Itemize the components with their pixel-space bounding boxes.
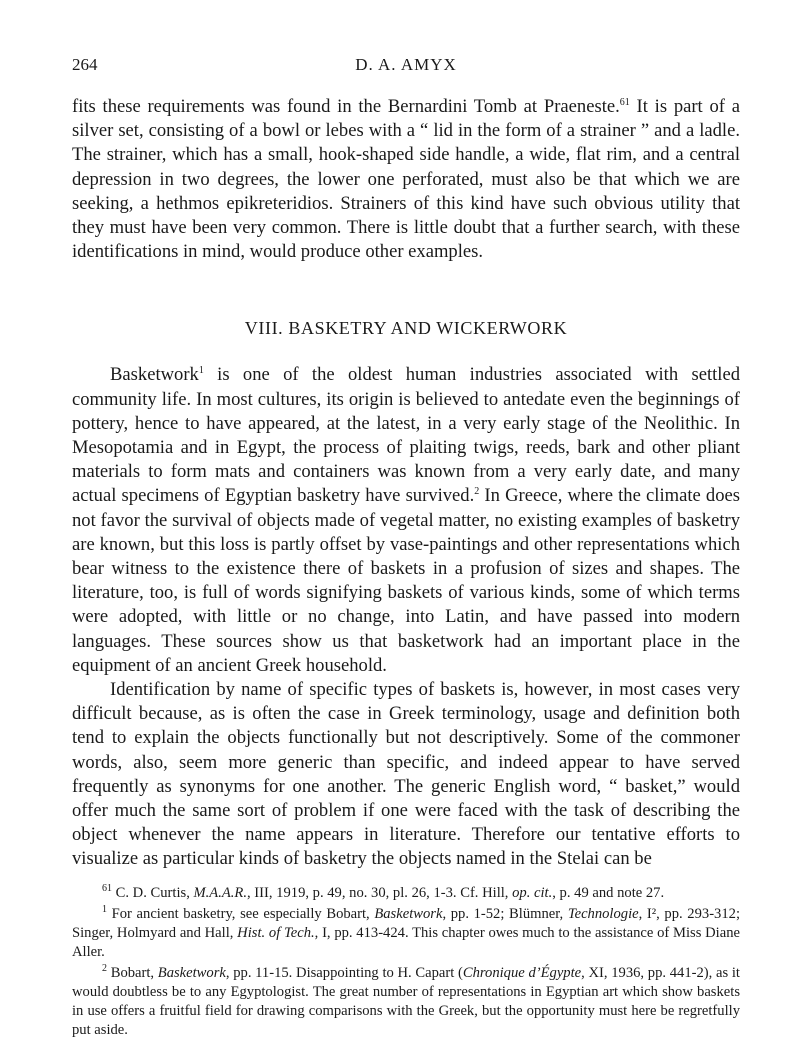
footnote-italic-text: Basketwork — [374, 905, 443, 922]
footnote — [72, 884, 740, 903]
paragraph-text: It is part of a silver set, consisting of a bowl or lebes with a “ lid in the form of a strainer ” and a ladle. The strainer, which has a small, hook-shaped side handle, a wide, flat rim, and a central depression in two degrees, the lower one perforated, must also be that which we are seeking, a hethmos epikreteridios. Strainers of this kind have such obvious utility that they must have been very common. There is little doubt that a further search, with these identifications in mind, would produce other examples. — [72, 96, 740, 263]
footnote-text: , I², pp. 293-312; Singer, Holmyard and Hall, — [72, 905, 740, 941]
footnote-marker: 2 — [102, 962, 107, 974]
footnote-marker: 61 — [102, 882, 112, 894]
footnotes — [72, 884, 740, 1040]
footnote-reference: 1 — [198, 365, 204, 377]
footnote-marker: 1 — [102, 903, 107, 915]
page-number: 264 — [72, 55, 98, 74]
footnote-italic-text: op. cit. — [512, 884, 553, 901]
paragraph-text: In Greece, where the climate does not favor the survival of objects made of vegetal matter, no existing examples of basketry are known, but this loss is partly offset by vase-paintings and other representations which bear witness to the existence there of baskets in a profusion of sizes and shapes. The literature, too, is full of words signifying baskets of various kinds, some of which terms were adopted, with little or no change, into Latin, and have passed into modern languages. These sources show us that basketwork had an important place in the equipment of an ancient Greek household. — [72, 485, 740, 676]
document-page — [72, 55, 740, 1040]
footnote-reference: 2 — [474, 486, 480, 498]
footnote-italic-text: Technologie — [567, 905, 639, 922]
footnote-italic-text: Hist. of Tech. — [237, 924, 315, 941]
footnote-text: Bobart, — [107, 964, 158, 981]
paragraph-text: is one of the oldest human industries associated with settled community life. In most cultures, its origin is believed to antedate even the beginnings of pottery, hence to have appeared, at the latest, in a very early stage of the Neolithic. In Mesopotamia and in Egypt, the process of plaiting twigs, reeds, bark and other pliant materials to form mats and containers was known from a very early date, and many actual specimens of Egyptian basketry have survived. — [72, 364, 740, 507]
continuation-paragraph — [72, 95, 740, 264]
footnote-italic-text: Basketwork — [157, 964, 226, 981]
footnote-text: , I, pp. 413-424. This chapter owes much to the assistance of Miss Diane Aller. — [72, 924, 740, 960]
footnote-text: C. D. Curtis, — [112, 884, 194, 901]
footnote-text: , XI, 1936, pp. 441-2), as it would doubtless be to any Egyptologist. The great number of representations in Egyptian art which show baskets in use offers a fruitful field for drawing comparisons with the Greek, but the opportunity must here be regretfully put aside. — [72, 964, 740, 1038]
body-text — [72, 95, 740, 872]
footnote-text: , pp. 11-15. Disappointing to H. Capart ( — [225, 964, 463, 981]
footnote-text: For ancient basketry, see especially Bobart, — [107, 905, 375, 922]
footnote-italic-text: Chronique d’Égypte — [462, 964, 582, 981]
footnote-reference: 61 — [619, 96, 630, 108]
running-title: D. A. AMYX — [355, 55, 457, 74]
footnote-text: , p. 49 and note 27. — [552, 884, 665, 901]
footnote — [72, 905, 740, 962]
section-heading: VIII. BASKETRY AND WICKERWORK — [244, 318, 568, 339]
paragraph-text: Basketwork — [110, 364, 199, 386]
footnote — [72, 964, 740, 1040]
footnote-text: , III, 1919, p. 49, no. 30, pl. 26, 1-3. Cf. Hill, — [247, 884, 513, 901]
footnote-italic-text: M.A.A.R. — [193, 884, 247, 901]
section-paragraph-1 — [72, 363, 740, 678]
footnote-text: , pp. 1-52; Blümner, — [442, 905, 568, 922]
paragraph-text: fits these requirements was found in the Bernardini Tomb at Praeneste. — [72, 96, 620, 117]
section-paragraph-2: Identification by name of specific types of baskets is, however, in most cases very difficult because, as is often the case in Greek terminology, usage and definition both tend to explain the objects functionally but not descriptively. Some of the commoner words, also, seem more generic than specific, and indeed appear to have served frequently as synonyms for one another. The generic English word, “ basket,” would offer much the same sort of problem if one were faced with the task of describing the object whenever the name appears in literature. Therefore our tentative efforts to visualize as particular kinds of basketry the objects named in the Stelai can be — [72, 679, 740, 870]
running-head — [72, 55, 740, 79]
